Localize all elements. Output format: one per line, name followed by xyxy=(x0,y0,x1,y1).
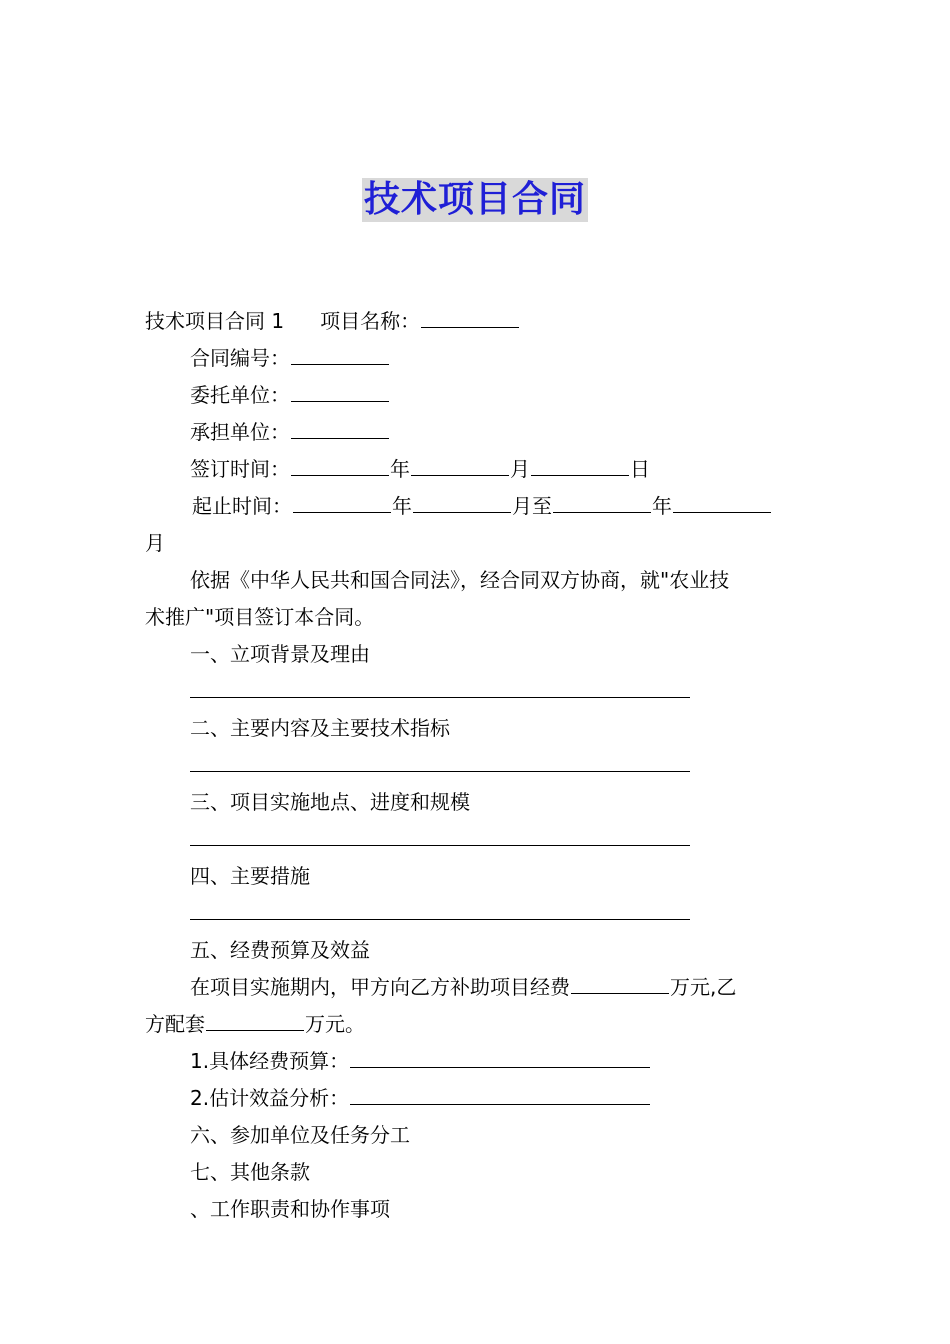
period-tail-line xyxy=(145,525,807,562)
sign-time-line xyxy=(145,451,807,488)
budget-item-label: 1.具体经费预算： xyxy=(190,1049,350,1073)
section-1-rule xyxy=(190,697,690,698)
budget-item-line xyxy=(145,1043,807,1080)
section-6-heading: 六、参加单位及任务分工 xyxy=(190,1123,410,1147)
section-5-heading: 五、经费预算及效益 xyxy=(190,938,370,962)
section-2-rule-line xyxy=(145,747,807,784)
contractor-blank xyxy=(291,414,389,439)
section-2-rule xyxy=(190,771,690,772)
basis-text-2: 术推广"项目签订本合同。 xyxy=(145,605,375,629)
funding-subsidy-blank xyxy=(571,969,669,994)
benefit-item-label: 2.估计效益分析： xyxy=(190,1086,350,1110)
benefit-item-blank xyxy=(350,1080,650,1105)
basis-line-2 xyxy=(145,599,807,636)
project-name-blank xyxy=(421,303,519,328)
client-blank xyxy=(291,377,389,402)
section-3-rule-line xyxy=(145,821,807,858)
client-line xyxy=(145,377,807,414)
period-start-year-label: 年 xyxy=(392,494,412,518)
period-line xyxy=(145,488,807,525)
section-1-rule-line xyxy=(145,673,807,710)
sign-time-label: 签订时间： xyxy=(190,457,290,481)
funding-line-2 xyxy=(145,1006,807,1043)
sign-month-blank xyxy=(411,451,509,476)
contract-no-line xyxy=(145,340,807,377)
title-wrap xyxy=(0,178,950,222)
sign-year-blank xyxy=(291,451,389,476)
section-3-rule xyxy=(190,845,690,846)
line1-prefix: 技术项目合同 1 xyxy=(145,309,285,333)
funding-text-1a: 在项目实施期内，甲方向乙方补助项目经费 xyxy=(190,975,570,999)
benefit-item-line xyxy=(145,1080,807,1117)
period-tail: 月 xyxy=(145,531,165,555)
funding-text-2b: 万元。 xyxy=(305,1012,365,1036)
period-start-year-blank xyxy=(293,488,391,513)
period-end-year-blank xyxy=(553,488,651,513)
basis-line-1 xyxy=(145,562,807,599)
basis-text-1: 依据《中华人民共和国合同法》，经合同双方协商，就"农业技 xyxy=(190,568,730,592)
sign-month-label: 月 xyxy=(510,457,530,481)
project-name-label: 项目名称： xyxy=(320,309,421,333)
period-end-year-label: 年 xyxy=(652,494,672,518)
contract-no-blank xyxy=(291,340,389,365)
client-label: 委托单位： xyxy=(190,383,290,407)
project-name-line xyxy=(145,303,807,340)
duties-heading: 、工作职责和协作事项 xyxy=(190,1197,390,1221)
period-to-label: 月至 xyxy=(512,494,552,518)
section-4-heading: 四、主要措施 xyxy=(190,864,310,888)
section-2-heading: 二、主要内容及主要技术指标 xyxy=(190,716,450,740)
section-4-rule xyxy=(190,919,690,920)
sign-year-label: 年 xyxy=(390,457,410,481)
section-4-rule-line xyxy=(145,895,807,932)
contractor-line xyxy=(145,414,807,451)
contractor-label: 承担单位： xyxy=(190,420,290,444)
period-start-month-blank xyxy=(413,488,511,513)
funding-match-blank xyxy=(206,1006,304,1031)
sign-day-blank xyxy=(531,451,629,476)
period-label: 起止时间： xyxy=(192,494,292,518)
section-7-heading: 七、其他条款 xyxy=(190,1160,310,1184)
sign-day-label: 日 xyxy=(630,457,650,481)
document-title: 技术项目合同 xyxy=(363,179,586,220)
budget-item-blank xyxy=(350,1043,650,1068)
section-1-heading: 一、立项背景及理由 xyxy=(190,642,370,666)
funding-text-1b: 万元,乙 xyxy=(670,975,737,999)
document-body xyxy=(145,303,807,1228)
funding-line-1 xyxy=(145,969,807,1006)
contract-no-label: 合同编号： xyxy=(190,346,290,370)
funding-text-2a: 方配套 xyxy=(145,1012,205,1036)
section-3-heading: 三、项目实施地点、进度和规模 xyxy=(190,790,470,814)
period-end-month-blank xyxy=(673,488,771,513)
